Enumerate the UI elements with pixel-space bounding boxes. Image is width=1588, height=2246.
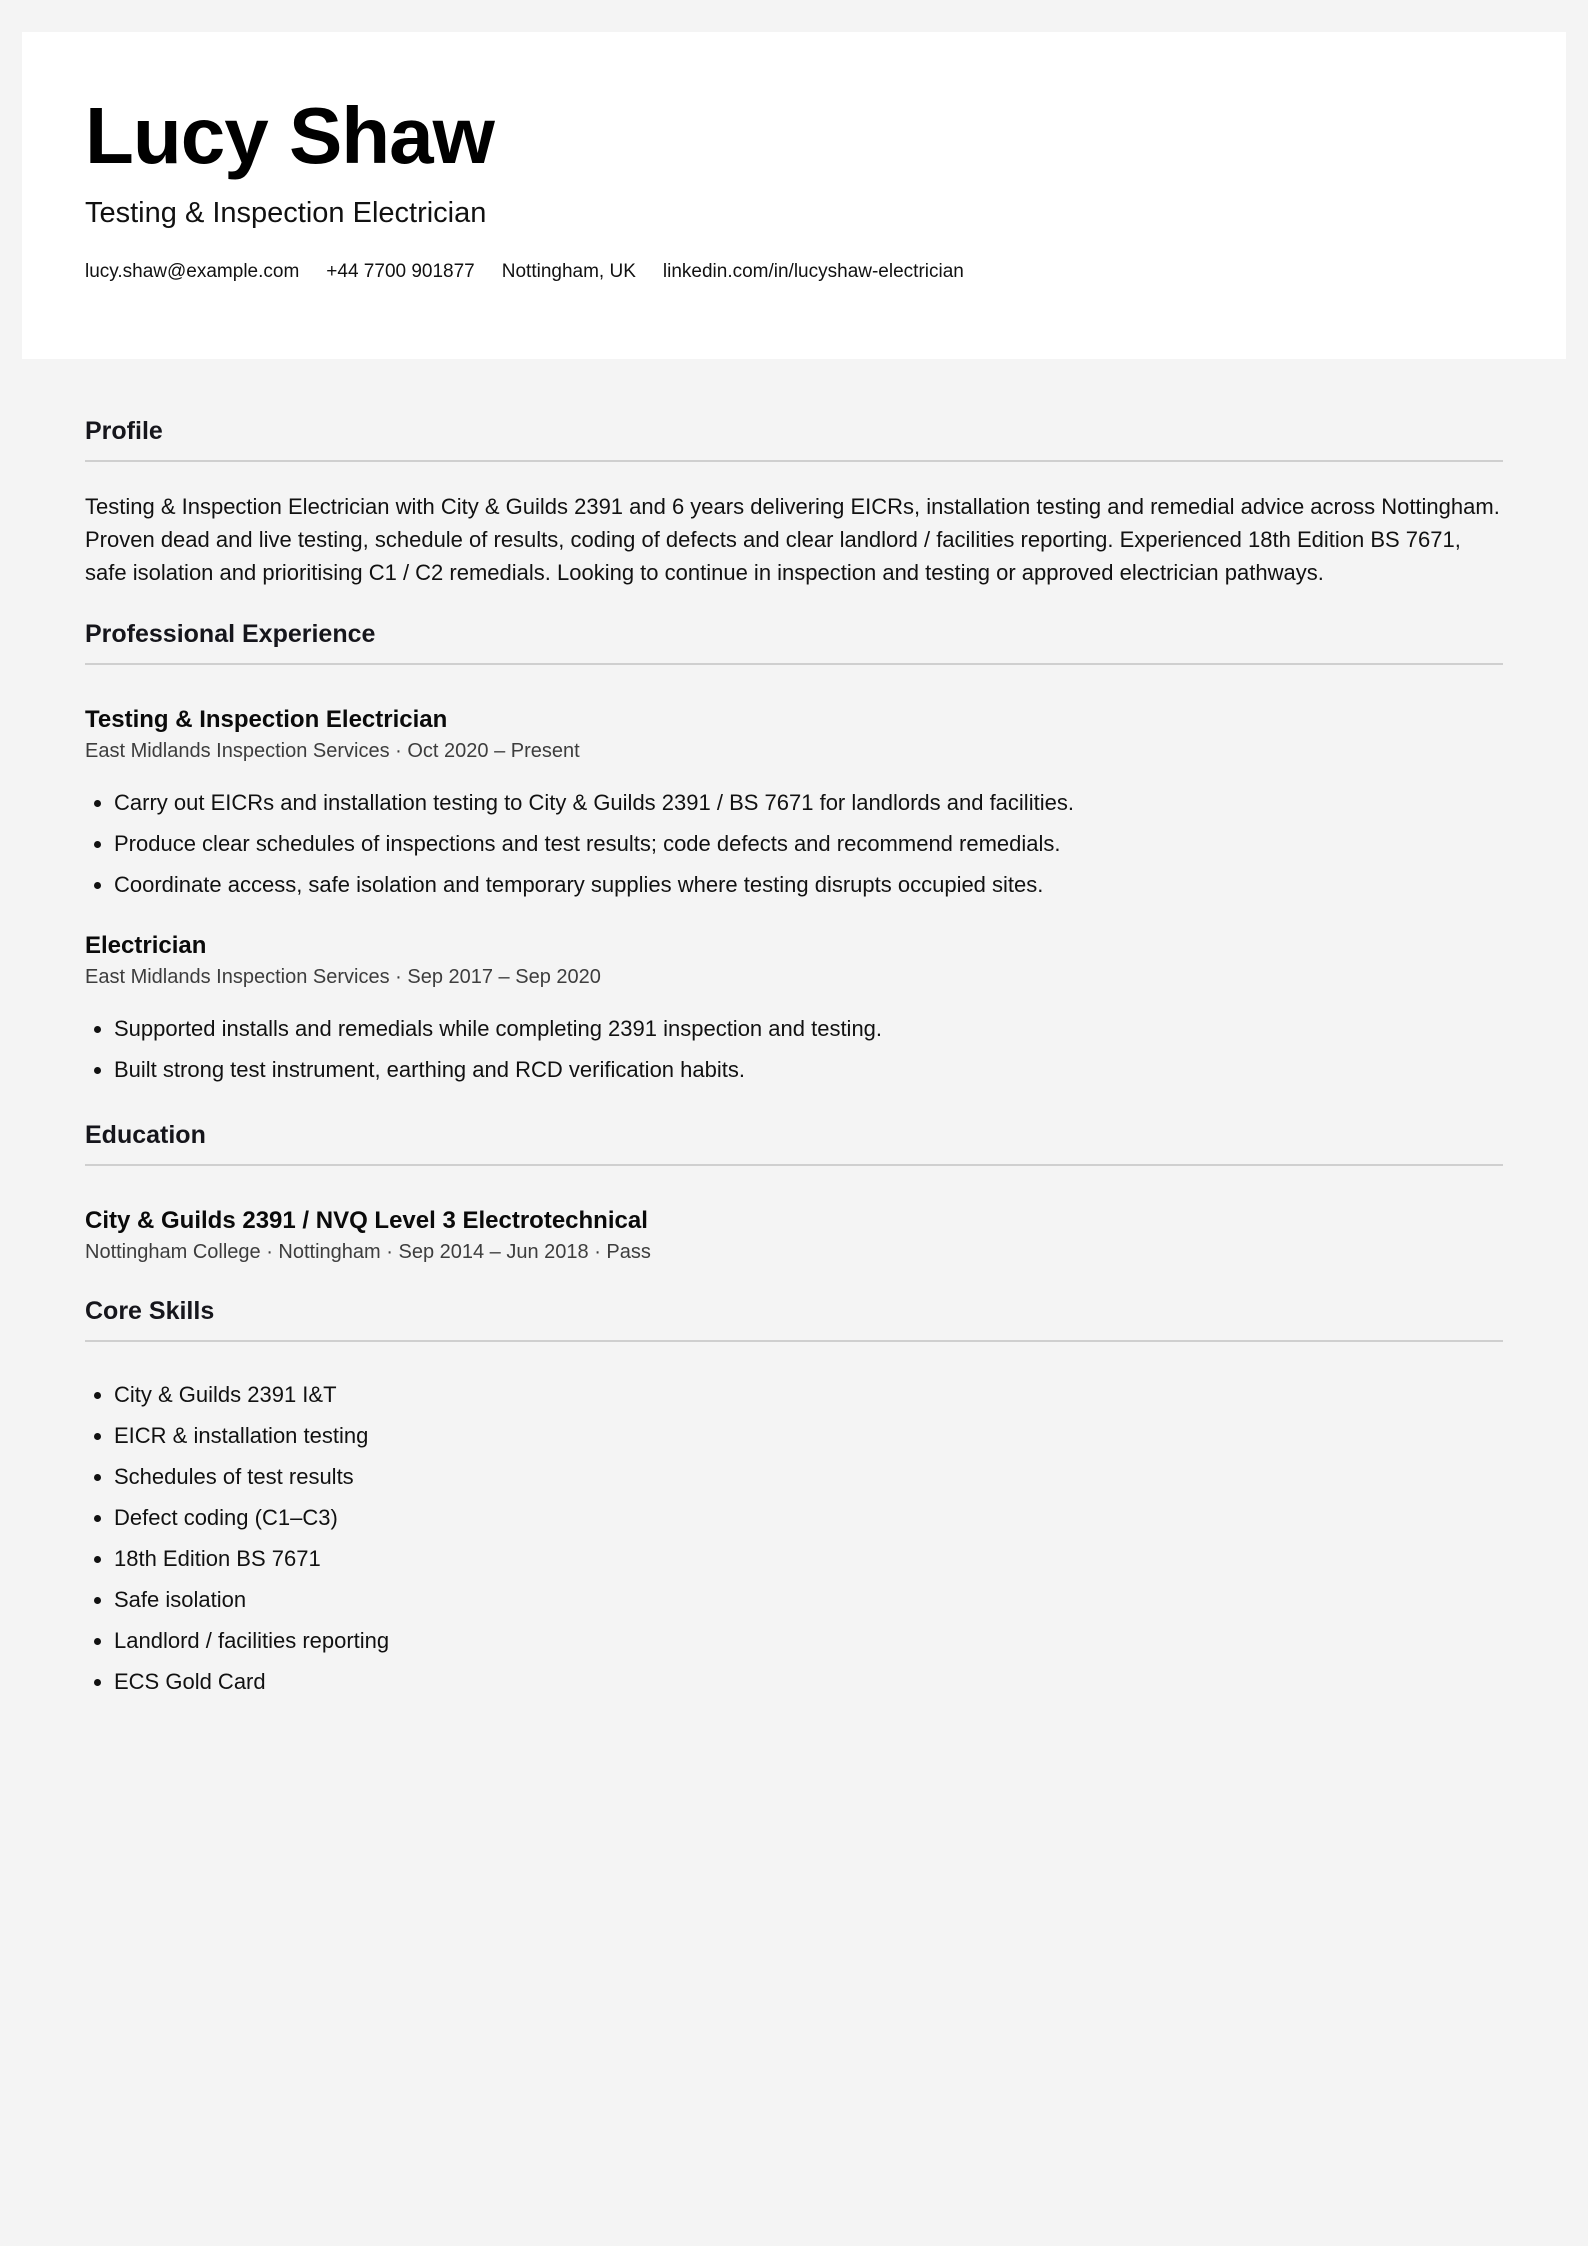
role-title: Electrician (85, 932, 207, 959)
contact-phone: +44 7700 901877 (326, 261, 475, 282)
skill-item: • Landlord / facilities reporting (114, 1620, 1503, 1661)
experience-entry (85, 931, 1503, 1090)
list-item: • Produce clear schedules of inspections and test results; code defects and recommend remedials. (114, 823, 1503, 864)
role-bullets (85, 782, 1503, 905)
candidate-title: Testing & Inspection Electrician (85, 197, 487, 229)
contact-location: Nottingham, UK (501, 261, 636, 282)
contact-row (85, 260, 964, 285)
education-meta: Nottingham College · Nottingham · Sep 2014 – Jun 2018 · Pass (85, 1241, 651, 1263)
contact-linkedin: linkedin.com/in/lucyshaw-electrician (662, 261, 964, 282)
skill-item: • Schedules of test results (114, 1456, 1503, 1497)
profile-summary: Testing & Inspection Electrician with City & Guilds 2391 and 6 years delivering EICRs, installation testing and remedial advice across Nottingham. Proven dead and live testing, schedule of results, coding of defects and clear landlord / facilities reporting. Experienced 18th Edition BS 7671, safe isolation and prioritising C1 / C2 remedials. Looking to continue in inspection and testing or approved electrician pathways. (85, 494, 1500, 585)
skills-section (85, 1296, 1503, 1702)
resume-header (22, 32, 1566, 359)
role-meta: East Midlands Inspection Services · Oct 2020 – Present (85, 740, 580, 762)
list-item: • Carry out EICRs and installation testing to City & Guilds 2391 / BS 7671 for landlords and facilities. (114, 782, 1503, 823)
skill-item: • City & Guilds 2391 I&T (114, 1374, 1503, 1415)
section-heading: Education (85, 1121, 206, 1149)
skill-item: • Safe isolation (114, 1579, 1503, 1620)
list-item: • Coordinate access, safe isolation and temporary supplies where testing disrupts occupied sites. (114, 864, 1503, 905)
list-item: • Supported installs and remedials while completing 2391 inspection and testing. (114, 1008, 1503, 1049)
role-meta: East Midlands Inspection Services · Sep 2017 – Sep 2020 (85, 966, 601, 988)
section-divider (85, 1164, 1503, 1166)
skill-item: • Defect coding (C1–C3) (114, 1497, 1503, 1538)
section-divider (85, 1340, 1503, 1342)
section-heading: Profile (85, 417, 163, 445)
candidate-name: Lucy Shaw (85, 91, 494, 180)
section-heading: Core Skills (85, 1297, 215, 1325)
role-title: Testing & Inspection Electrician (85, 706, 448, 733)
experience-section (85, 619, 1503, 1090)
role-bullets (85, 1008, 1503, 1090)
section-divider (85, 460, 1503, 462)
section-heading: Professional Experience (85, 620, 376, 648)
education-section (85, 1120, 1503, 1266)
skill-item: • 18th Edition BS 7671 (114, 1538, 1503, 1579)
profile-section (85, 416, 1503, 589)
contact-email: lucy.shaw@example.com (85, 261, 300, 282)
experience-entry (85, 705, 1503, 905)
list-item: • Built strong test instrument, earthing and RCD verification habits. (114, 1049, 1503, 1090)
education-entry (85, 1206, 1503, 1266)
section-divider (85, 663, 1503, 665)
skills-list (85, 1374, 1503, 1702)
skill-item: • ECS Gold Card (114, 1661, 1503, 1702)
resume-body (85, 416, 1503, 1702)
education-title: City & Guilds 2391 / NVQ Level 3 Electrotechnical (85, 1207, 648, 1234)
skill-item: • EICR & installation testing (114, 1415, 1503, 1456)
